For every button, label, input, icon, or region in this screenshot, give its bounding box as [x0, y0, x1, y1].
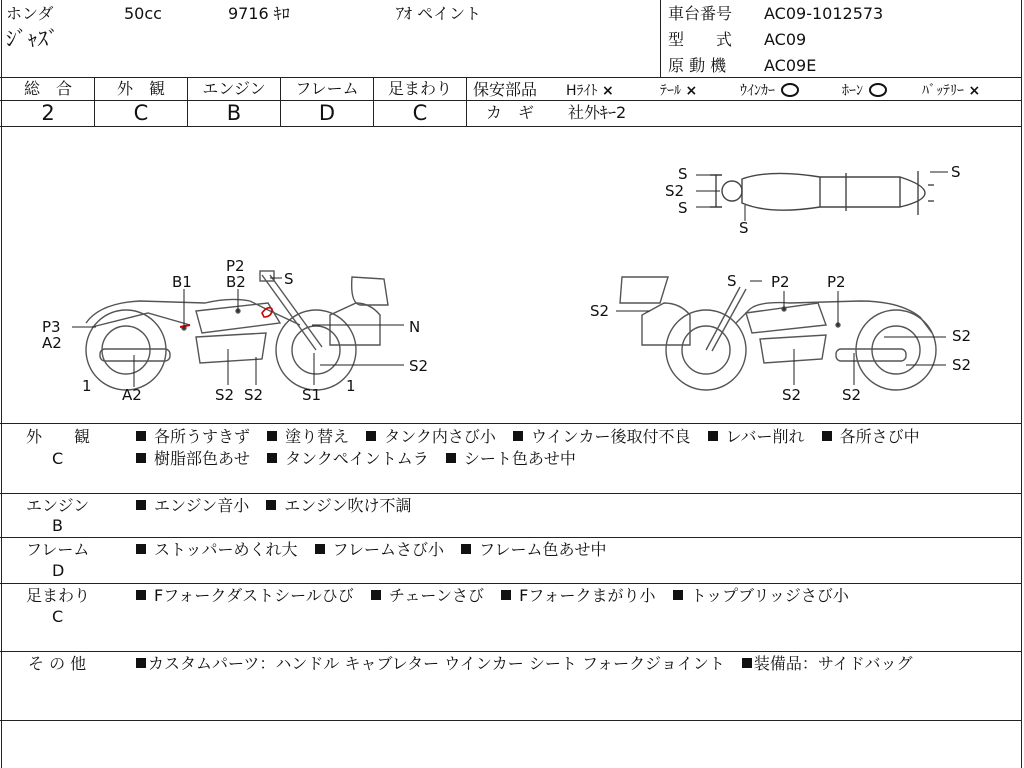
- color: ｱｵ ペイント: [396, 4, 482, 23]
- tail-label: ﾃｰﾙ ×: [660, 83, 698, 99]
- bullet-square-icon: [136, 544, 146, 554]
- key-label: カ ギ: [486, 103, 535, 122]
- grade-overall-label: 総 合: [23, 79, 72, 98]
- grade-overall-value: 2: [41, 101, 55, 125]
- bullet-square-icon: [501, 590, 511, 600]
- left-label-b2: B2: [226, 273, 246, 291]
- right-label-p2: P2: [827, 273, 846, 291]
- battery-status-icon: ×: [968, 83, 981, 99]
- top-label-s: S: [739, 219, 749, 237]
- bullet-square-icon: [136, 453, 146, 463]
- tail-status-icon: ×: [685, 83, 698, 99]
- ok-circle-icon: [869, 83, 887, 97]
- remark-exterior-items-2: 樹脂部色あせ タンクペイントムラ シート色あせ中: [136, 450, 588, 468]
- remark-frame-items: ストッパーめくれ大 フレームさび小 フレーム色あせ中: [136, 541, 618, 559]
- displacement: 50cc: [124, 4, 162, 23]
- left-label-b1: B1: [172, 273, 192, 291]
- headlight-status-icon: ×: [601, 83, 614, 99]
- left-label-a2: A2: [42, 334, 62, 352]
- right-label-s2: S2: [782, 386, 802, 404]
- top-label-s: S: [678, 165, 688, 183]
- maker: ホンダ: [6, 4, 54, 23]
- grade-frame-value: D: [318, 101, 336, 125]
- bullet-square-icon: [315, 544, 325, 554]
- remark-engine-label: エンジン: [26, 496, 90, 515]
- left-label-s2: S2: [244, 386, 264, 404]
- grade-suspension-value: C: [412, 101, 428, 125]
- bullet-square-icon: [267, 453, 277, 463]
- bullet-square-icon: [267, 431, 277, 441]
- left-label-s2: S2: [215, 386, 235, 404]
- right-label-s2: S2: [952, 356, 972, 374]
- remark-engine-items: エンジン音小 エンジン吹け不調: [136, 497, 424, 515]
- grade-exterior-value: C: [133, 101, 149, 125]
- mileage: 9716 ｷﾛ: [228, 4, 290, 23]
- bullet-square-icon: [708, 431, 718, 441]
- horn-label: ﾎｰﾝ: [842, 82, 887, 100]
- bullet-square-icon: [136, 500, 146, 510]
- left-label-1: 1: [82, 377, 92, 395]
- right-label-s2: S2: [952, 327, 972, 345]
- top-label-s: S: [678, 199, 688, 217]
- remark-exterior-label: 外 観: [26, 427, 91, 446]
- bullet-square-icon: [136, 431, 146, 441]
- left-label-s1: S1: [302, 386, 322, 404]
- safety-label: 保安部品: [473, 80, 538, 99]
- motorcycle-right-side: [620, 277, 936, 390]
- bullet-square-icon: [371, 590, 381, 600]
- top-view-labels: [665, 163, 961, 237]
- engine-label: 原 動 機: [668, 56, 727, 75]
- grade-exterior-label: 外 観: [116, 79, 165, 98]
- type-value: AC09: [764, 30, 807, 49]
- remark-frame-grade: D: [52, 561, 65, 580]
- type-label: 型 式: [668, 30, 733, 49]
- frame-number: AC09-1012573: [764, 4, 884, 23]
- left-label-s: S: [284, 270, 294, 288]
- bullet-square-icon: [742, 658, 752, 668]
- grade-suspension-label: 足まわり: [387, 79, 452, 98]
- remark-suspension-items: Fフォークダストシールひび チェーンさび Fフォークまがり小 トップブリッジさび小: [136, 587, 861, 605]
- grade-engine-value: B: [226, 101, 242, 125]
- bullet-square-icon: [136, 590, 146, 600]
- key-value: 社外ｷｰ2: [568, 103, 627, 122]
- remark-suspension-label: 足まわり: [26, 586, 91, 605]
- top-label-s: S: [951, 163, 961, 181]
- headlight-label: Hﾗｲﾄ ×: [566, 83, 614, 99]
- frame-number-label: 車台番号: [668, 4, 733, 23]
- remark-suspension-grade: C: [52, 607, 64, 626]
- left-label-s2: S2: [409, 357, 429, 375]
- left-label-1: 1: [346, 377, 356, 395]
- bullet-square-icon: [136, 658, 146, 668]
- remark-frame-label: フレーム: [26, 540, 90, 559]
- remark-exterior-grade: C: [52, 449, 64, 468]
- motorcycle-top-view: [710, 171, 934, 215]
- right-label-s2: S2: [842, 386, 862, 404]
- bullet-square-icon: [366, 431, 376, 441]
- grade-frame-label: フレーム: [295, 79, 359, 98]
- damage-diagram: [0, 127, 1022, 423]
- left-label-n: N: [409, 318, 421, 336]
- battery-label: ﾊﾞｯﾃﾘｰ ×: [922, 83, 981, 99]
- model-name: ｼﾞｬｽﾞ: [6, 27, 59, 51]
- ok-circle-icon: [781, 83, 799, 97]
- left-side-labels: [42, 257, 428, 404]
- remark-other-label: そ の 他: [28, 654, 87, 673]
- remark-exterior-items: 各所うすきず 塗り替え タンク内さび小 ウインカー後取付不良 レバー削れ 各所さび中: [136, 428, 932, 446]
- bullet-square-icon: [446, 453, 456, 463]
- top-label-s2: S2: [665, 182, 685, 200]
- engine-value: AC09E: [764, 56, 817, 75]
- left-label-a2: A2: [122, 386, 142, 404]
- bullet-square-icon: [513, 431, 523, 441]
- remark-engine-grade: B: [52, 516, 63, 535]
- bullet-square-icon: [461, 544, 471, 554]
- winker-label: ｳｲﾝｶｰ: [740, 82, 799, 100]
- bullet-square-icon: [822, 431, 832, 441]
- left-label-p3: P3: [42, 318, 61, 336]
- right-label-s2: S2: [590, 302, 610, 320]
- right-label-p2: P2: [771, 273, 790, 291]
- bullet-square-icon: [673, 590, 683, 600]
- remark-other-items: カスタムパーツ：ハンドル キャブレター ウインカー シート フォークジョイント 装備品：サイドバッグ: [136, 655, 924, 673]
- bullet-square-icon: [266, 500, 276, 510]
- left-label-p2: P2: [226, 257, 245, 275]
- grade-engine-label: エンジン: [202, 79, 266, 98]
- right-label-s: S: [727, 272, 737, 290]
